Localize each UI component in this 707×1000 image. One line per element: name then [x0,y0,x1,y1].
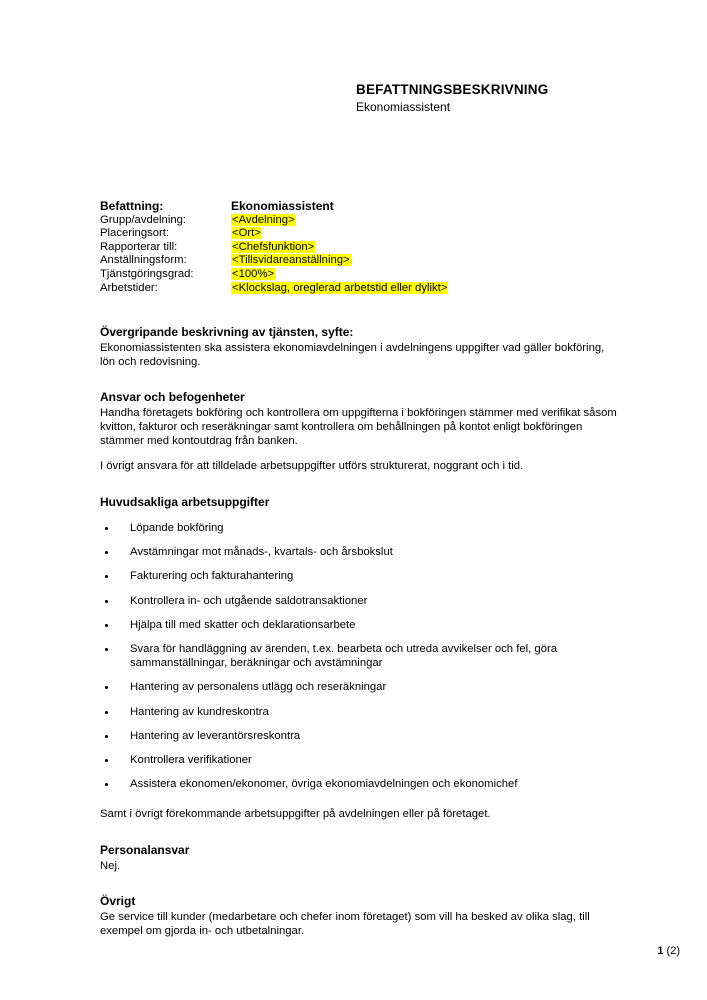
list-item [100,570,620,584]
list-item [100,522,620,536]
meta-value [231,254,448,268]
meta-value [231,268,448,282]
list-item-label: Kontrollera in- och utgående saldotransaktioner [130,594,368,607]
highlighted-value: <Ort> [232,227,261,240]
section-heading-responsibility: Ansvar och befogenheter [100,390,245,405]
bullet-icon [105,783,108,786]
table-row [100,268,448,282]
bullet-icon [105,551,108,554]
section-overview [100,325,620,369]
table-row [100,214,448,228]
list-item-label: Kontrollera verifikationer [130,754,252,767]
list-item [100,643,620,671]
document-subtitle: Ekonomiassistent [356,99,451,114]
bullet-icon [105,759,108,762]
list-item-label: Avstämningar mot månads-, kvartals- och årsbokslut [130,546,393,559]
bullet-icon [105,686,108,689]
table-row [100,200,448,214]
footer-page-total: (2) [666,945,680,957]
meta-label: Befattning: [100,199,164,213]
list-item [100,706,620,720]
list-item [100,778,620,792]
list-item [100,681,620,695]
table-row [100,254,448,268]
list-item [100,595,620,609]
section-text-staff-responsibility: Nej. [100,859,121,872]
position-details-table [100,200,448,295]
list-item-label: Hantering av kundreskontra [130,705,269,718]
meta-label: Placeringsort: [100,227,170,240]
meta-value: Ekonomiassistent [231,199,334,213]
highlighted-value: <Chefsfunktion> [232,240,315,253]
highlighted-value: <Klockslag, oreglerad arbetstid eller dylikt> [232,281,448,294]
highlighted-value: <100%> [232,267,275,280]
document-body [100,200,620,939]
meta-label: Grupp/avdelning: [100,213,187,226]
list-item [100,754,620,768]
list-item [100,730,620,744]
list-item-label: Assistera ekonomen/ekonomer, övriga ekonomiavdelningen och ekonomichef [130,778,518,791]
document-header [356,82,676,115]
list-item-label: Fakturering och fakturahantering [130,570,294,583]
page-footer [0,944,707,958]
bullet-icon [105,711,108,714]
highlighted-value: <Avdelning> [232,213,295,226]
bullet-icon [105,600,108,603]
section-heading-tasks: Huvudsakliga arbetsuppgifter [100,495,270,510]
bullet-icon [105,735,108,738]
section-heading-staff-responsibility: Personalansvar [100,843,190,858]
meta-value [231,241,448,255]
meta-label: Anställningsform: [100,254,187,267]
table-row [100,282,448,296]
section-staff-responsibility [100,843,620,873]
section-tasks [100,495,620,822]
meta-value [231,227,448,241]
task-list [100,522,620,793]
meta-label: Tjänstgöringsgrad: [100,267,194,280]
section-responsibility [100,390,620,474]
list-item-label: Hjälpa till med skatter och deklarationsarbete [130,618,356,631]
highlighted-value: <Tillsvidareanställning> [232,254,350,267]
meta-value [231,282,448,296]
section-other [100,894,620,938]
meta-label: Arbetstider: [100,281,158,294]
list-item-label: Svara för handläggning av ärenden, t.ex. bearbeta och utreda avvikelser och fel, göra sammanställningar, beräkningar och avstämningar [130,643,558,669]
section-text-overview: Ekonomiassistenten ska assistera ekonomiavdelningen i avdelningens uppgifter vad gäller bokföring, lön och redovisning. [100,341,605,368]
list-item [100,546,620,560]
section-heading-other: Övrigt [100,894,136,909]
bullet-icon [105,624,108,627]
meta-label: Rapporterar till: [100,240,178,253]
section-text-responsibility-secondary: I övrigt ansvara för att tilldelade arbetsuppgifter utförs strukturerat, noggrant och i tid. [100,460,524,473]
document-title: BEFATTNINGSBESKRIVNING [356,82,549,97]
bullet-icon [105,575,108,578]
list-item [100,619,620,633]
section-text-other: Ge service till kunder (medarbetare och chefer inom företaget) som vill ha besked av olika slag, till exempel om gjorda in- och utbetalningar. [100,911,590,937]
table-row [100,241,448,255]
section-heading-overview: Övergripande beskrivning av tjänsten, syfte: [100,325,354,340]
list-item-label: Hantering av leverantörsreskontra [130,729,301,742]
bullet-icon [105,527,108,530]
meta-value [231,214,448,228]
section-text-tasks-closing: Samt i övrigt förekommande arbetsuppgifter på avdelningen eller på företaget. [100,808,491,821]
table-row [100,227,448,241]
bullet-icon [105,648,108,651]
section-text-responsibility: Handha företagets bokföring och kontrollera om uppgifterna i bokföringen stämmer med verifikat såsom kvitton, fakturor och reseräkningar samt kontrollera om behållningen på kontot enligt bokföringen stämmer med kontoutdrag från banken. [100,406,617,447]
list-item-label: Hantering av personalens utlägg och reseräkningar [130,681,387,694]
footer-page-number: 1 [657,945,664,957]
list-item-label: Löpande bokföring [130,521,224,534]
